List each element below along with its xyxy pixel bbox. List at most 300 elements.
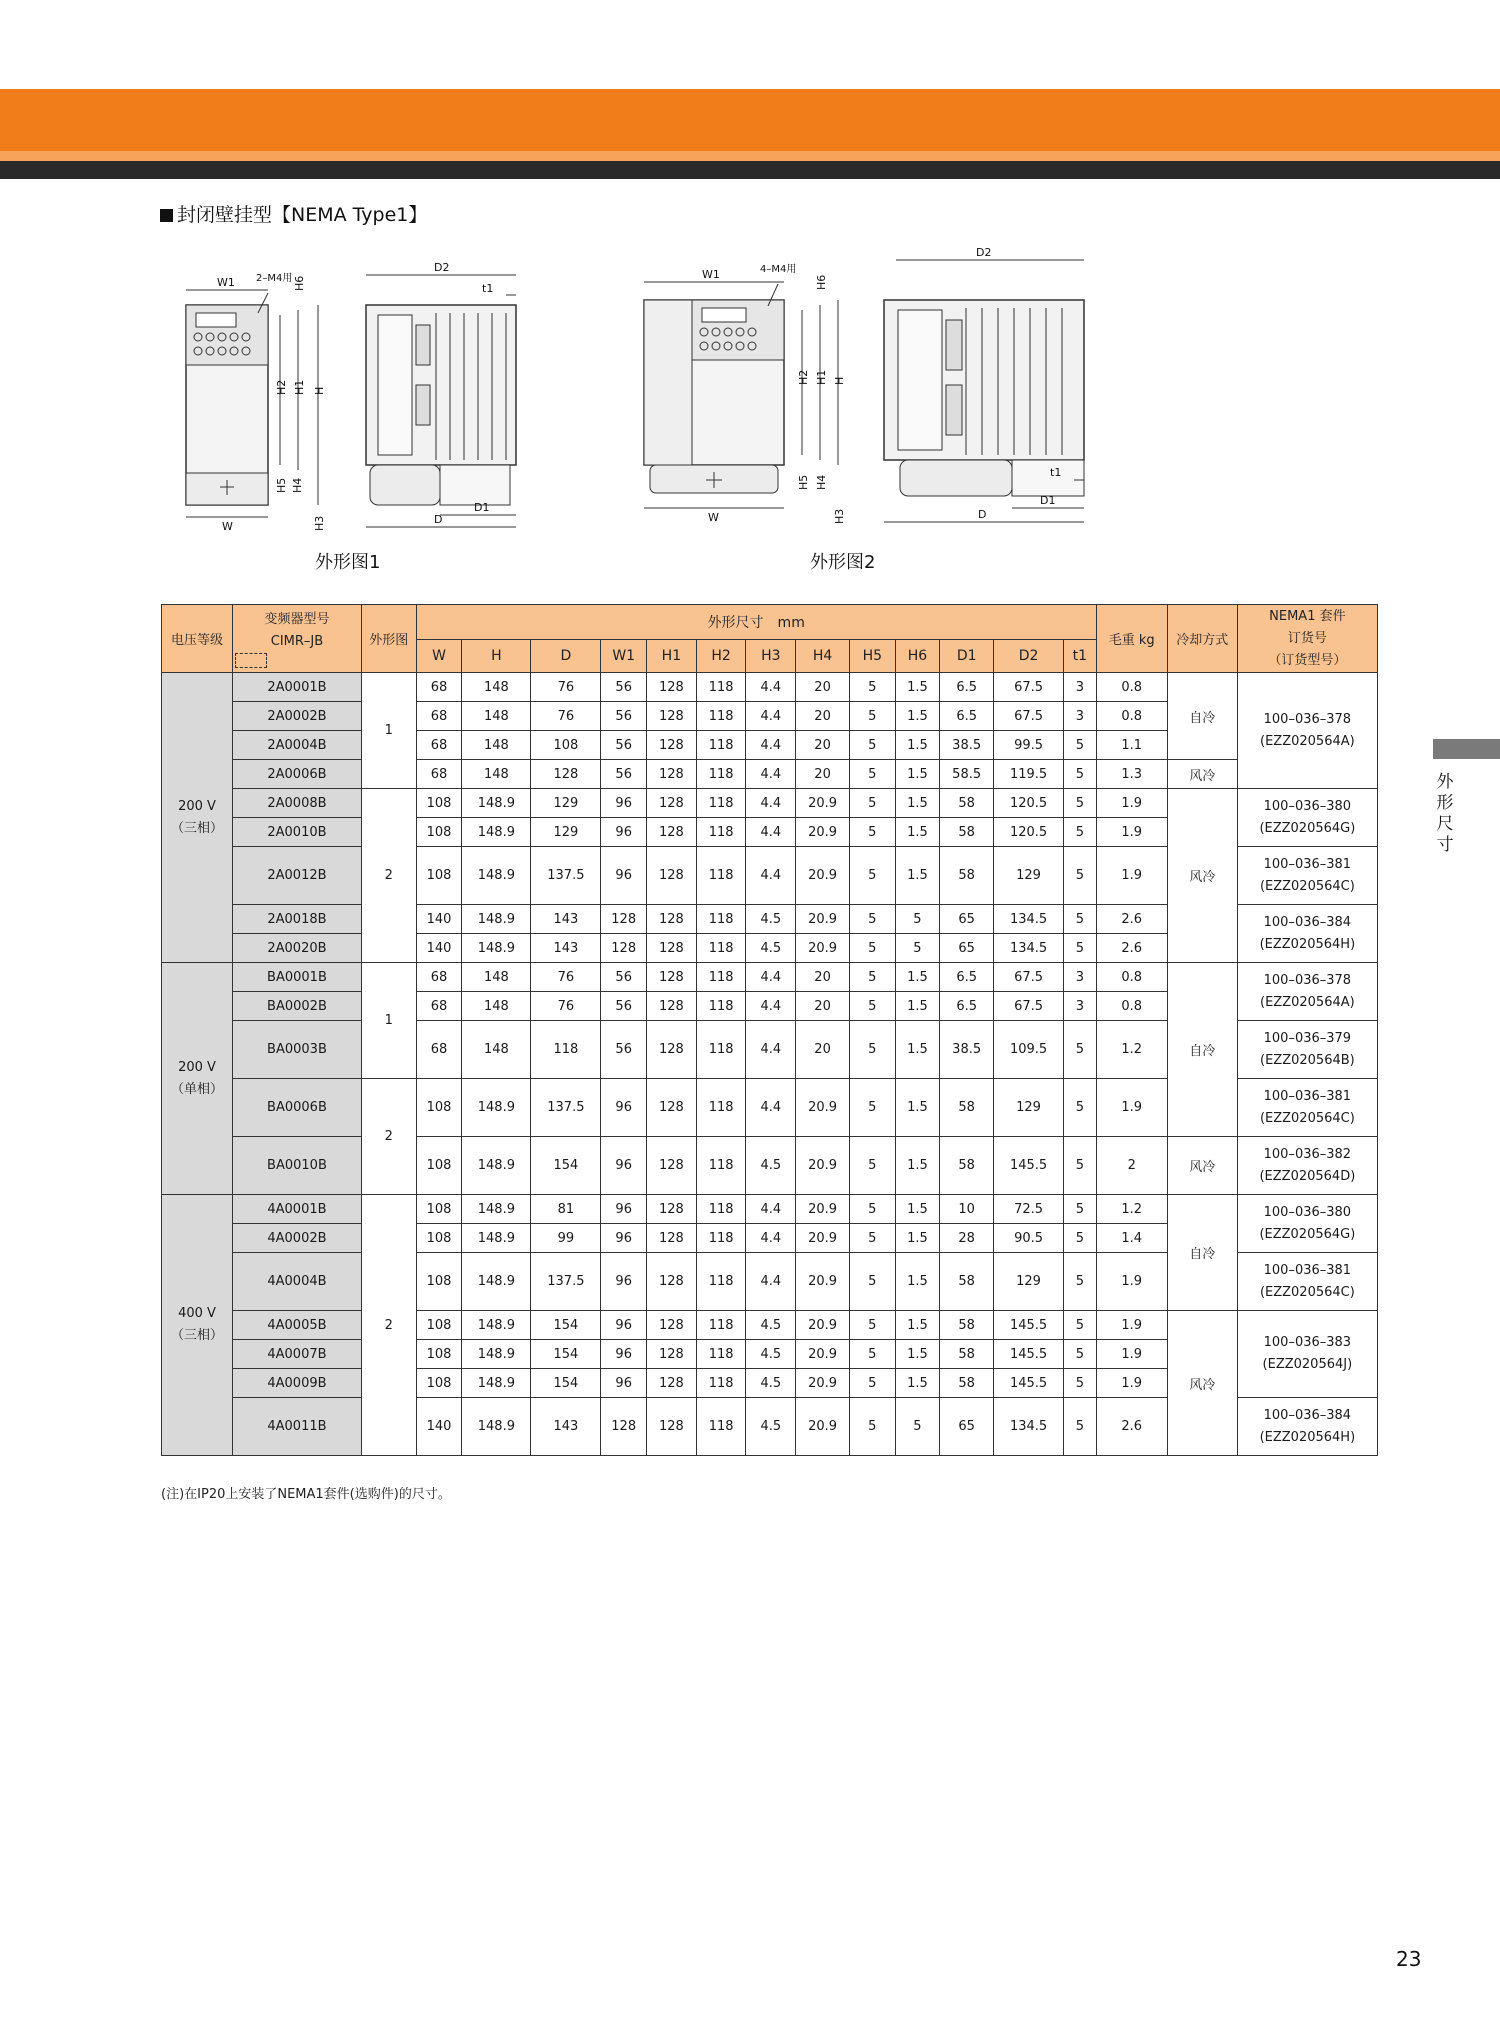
dim-cell: 20.9 — [796, 789, 850, 818]
dim-cell: 3 — [1064, 992, 1097, 1021]
col-h3: H3 — [746, 640, 796, 673]
dim-cell: 68 — [416, 702, 462, 731]
section-title: 封闭壁挂型【NEMA Type1】 — [160, 200, 427, 227]
dim-cell: 148 — [462, 702, 531, 731]
dim-cell: 148.9 — [462, 1369, 531, 1398]
kit-cell: 100–036–384 (EZZ020564H) — [1237, 905, 1377, 963]
dim-cell: 118 — [696, 1137, 746, 1195]
fig2-label-h2: H2 — [797, 369, 810, 385]
fig1-label-t1: t1 — [482, 282, 494, 295]
model-cell: 4A0001B — [233, 1195, 362, 1224]
weight-cell: 1.9 — [1096, 847, 1167, 905]
dim-cell: 129 — [531, 818, 601, 847]
model-cell: 2A0008B — [233, 789, 362, 818]
dim-cell: 108 — [416, 1311, 462, 1340]
col-h4: H4 — [796, 640, 850, 673]
dim-cell: 148.9 — [462, 1311, 531, 1340]
fig2-label-h5: H5 — [797, 474, 810, 490]
dim-cell: 128 — [647, 673, 697, 702]
col-h: H — [462, 640, 531, 673]
col-h2: H2 — [696, 640, 746, 673]
dim-cell: 148 — [462, 731, 531, 760]
dim-cell: 145.5 — [994, 1311, 1064, 1340]
model-cell: 2A0006B — [233, 760, 362, 789]
dim-cell: 5 — [1064, 1021, 1097, 1079]
model-cell: 4A0009B — [233, 1369, 362, 1398]
cooling-cell: 风冷 — [1167, 1137, 1237, 1195]
dim-cell: 118 — [696, 963, 746, 992]
dim-cell: 128 — [647, 992, 697, 1021]
header-band-light — [0, 151, 1500, 161]
dim-cell: 5 — [849, 1224, 895, 1253]
dim-cell: 4.5 — [746, 1137, 796, 1195]
dim-cell: 108 — [416, 1137, 462, 1195]
dim-cell: 38.5 — [940, 731, 994, 760]
dim-cell: 148 — [462, 963, 531, 992]
col-w: W — [416, 640, 462, 673]
fig1-label-h4: H4 — [291, 477, 304, 493]
dim-cell: 118 — [696, 760, 746, 789]
dim-cell: 128 — [647, 963, 697, 992]
dim-cell: 5 — [849, 934, 895, 963]
fig1-label-h3: H3 — [313, 515, 326, 531]
dim-cell: 5 — [895, 905, 940, 934]
dim-cell: 148.9 — [462, 1079, 531, 1137]
dim-cell: 120.5 — [994, 818, 1064, 847]
dim-cell: 128 — [531, 760, 601, 789]
model-cell: BA0001B — [233, 963, 362, 992]
fig1-label-h: H — [313, 386, 326, 395]
dim-cell: 134.5 — [994, 905, 1064, 934]
dim-cell: 96 — [601, 1079, 647, 1137]
dim-cell: 5 — [1064, 818, 1097, 847]
weight-cell: 2.6 — [1096, 1398, 1167, 1456]
dim-cell: 68 — [416, 963, 462, 992]
dim-cell: 1.5 — [895, 1311, 940, 1340]
header-band-dark — [0, 161, 1500, 179]
dim-cell: 1.5 — [895, 1137, 940, 1195]
model-cell: BA0010B — [233, 1137, 362, 1195]
dim-cell: 4.4 — [746, 847, 796, 905]
header-dimensions: 外形尺寸 mm — [416, 605, 1096, 640]
dim-cell: 148.9 — [462, 934, 531, 963]
weight-cell: 1.9 — [1096, 1369, 1167, 1398]
dim-cell: 1.5 — [895, 702, 940, 731]
dim-cell: 4.4 — [746, 1195, 796, 1224]
weight-cell: 0.8 — [1096, 963, 1167, 992]
table-row — [162, 789, 1378, 818]
dim-cell: 129 — [531, 789, 601, 818]
fig1-label-h1: H1 — [293, 379, 306, 395]
dim-cell: 65 — [940, 934, 994, 963]
dim-cell: 1.5 — [895, 1340, 940, 1369]
dim-cell: 118 — [696, 1195, 746, 1224]
dim-cell: 20.9 — [796, 1398, 850, 1456]
fig1-label-d2: D2 — [434, 261, 450, 274]
dim-cell: 134.5 — [994, 1398, 1064, 1456]
model-cell: 4A0002B — [233, 1224, 362, 1253]
dim-cell: 5 — [849, 905, 895, 934]
dim-cell: 5 — [1064, 847, 1097, 905]
dim-cell: 20.9 — [796, 1253, 850, 1311]
col-t1: t1 — [1064, 640, 1097, 673]
weight-cell: 1.2 — [1096, 1021, 1167, 1079]
model-cell: 2A0001B — [233, 673, 362, 702]
dim-cell: 76 — [531, 963, 601, 992]
dim-cell: 20 — [796, 963, 850, 992]
header-model: 变频器型号 CIMR–JB — [233, 605, 362, 673]
table-row — [162, 1137, 1378, 1195]
dim-cell: 3 — [1064, 673, 1097, 702]
dim-cell: 4.5 — [746, 1311, 796, 1340]
fig2-label-h1: H1 — [815, 369, 828, 385]
dim-cell: 118 — [696, 992, 746, 1021]
dim-cell: 140 — [416, 905, 462, 934]
outline-drawing-1 — [170, 255, 570, 535]
dim-cell: 5 — [849, 731, 895, 760]
dim-cell: 3 — [1064, 963, 1097, 992]
dim-cell: 5 — [849, 992, 895, 1021]
dim-cell: 20.9 — [796, 1369, 850, 1398]
dim-cell: 20 — [796, 731, 850, 760]
dim-cell: 4.4 — [746, 702, 796, 731]
dim-cell: 118 — [696, 1021, 746, 1079]
dim-cell: 118 — [696, 1369, 746, 1398]
dim-cell: 5 — [849, 847, 895, 905]
model-cell: 2A0018B — [233, 905, 362, 934]
dim-cell: 140 — [416, 934, 462, 963]
figure-cell: 2 — [361, 1079, 416, 1195]
figure-cell: 1 — [361, 673, 416, 789]
fig1-label-w: W — [222, 520, 233, 533]
weight-cell: 1.2 — [1096, 1195, 1167, 1224]
fig2-label-d1: D1 — [1040, 494, 1056, 507]
dim-cell: 5 — [849, 760, 895, 789]
cooling-cell: 风冷 — [1167, 1311, 1237, 1456]
dim-cell: 4.5 — [746, 1340, 796, 1369]
dim-cell: 148 — [462, 673, 531, 702]
weight-cell: 1.3 — [1096, 760, 1167, 789]
dim-cell: 148 — [462, 760, 531, 789]
figure-cell: 1 — [361, 963, 416, 1079]
col-d2: D2 — [994, 640, 1064, 673]
dim-cell: 140 — [416, 1398, 462, 1456]
figure-2-caption: 外形图2 — [810, 552, 876, 573]
dim-cell: 1.5 — [895, 1079, 940, 1137]
dim-cell: 145.5 — [994, 1369, 1064, 1398]
dim-cell: 128 — [647, 1195, 697, 1224]
dim-cell: 67.5 — [994, 702, 1064, 731]
dim-cell: 5 — [849, 1398, 895, 1456]
dim-cell: 143 — [531, 934, 601, 963]
kit-cell: 100–036–381 (EZZ020564C) — [1237, 847, 1377, 905]
header-figure: 外形图 — [361, 605, 416, 673]
model-placeholder-box — [235, 653, 267, 668]
fig2-label-h: H — [833, 376, 846, 385]
dim-cell: 5 — [895, 934, 940, 963]
dim-cell: 20.9 — [796, 1137, 850, 1195]
dim-cell: 58.5 — [940, 760, 994, 789]
dim-cell: 148.9 — [462, 1340, 531, 1369]
weight-cell: 2.6 — [1096, 905, 1167, 934]
model-cell: 4A0007B — [233, 1340, 362, 1369]
dim-cell: 58 — [940, 1253, 994, 1311]
dim-cell: 90.5 — [994, 1224, 1064, 1253]
kit-cell: 100–036–379 (EZZ020564B) — [1237, 1021, 1377, 1079]
dim-cell: 148.9 — [462, 1137, 531, 1195]
dim-cell: 58 — [940, 818, 994, 847]
dim-cell: 108 — [416, 818, 462, 847]
header-cooling: 冷却方式 — [1167, 605, 1237, 673]
dim-cell: 137.5 — [531, 847, 601, 905]
fig2-label-w1: W1 — [702, 268, 720, 281]
dim-cell: 129 — [994, 1079, 1064, 1137]
dim-cell: 128 — [601, 905, 647, 934]
dim-cell: 65 — [940, 1398, 994, 1456]
dim-cell: 6.5 — [940, 673, 994, 702]
col-h1: H1 — [647, 640, 697, 673]
dim-cell: 108 — [416, 1369, 462, 1398]
dim-cell: 154 — [531, 1137, 601, 1195]
cooling-cell: 自冷 — [1167, 673, 1237, 760]
outline-drawing-2 — [630, 240, 1100, 535]
dim-cell: 4.4 — [746, 1224, 796, 1253]
dim-cell: 134.5 — [994, 934, 1064, 963]
dim-cell: 5 — [849, 1340, 895, 1369]
fig1-label-d: D — [434, 513, 443, 526]
dim-cell: 56 — [601, 731, 647, 760]
dim-cell: 145.5 — [994, 1340, 1064, 1369]
dim-cell: 28 — [940, 1224, 994, 1253]
col-d1: D1 — [940, 640, 994, 673]
fig1-label-h2: H2 — [275, 379, 288, 395]
kit-cell: 100–036–383 (EZZ020564J) — [1237, 1311, 1377, 1398]
model-cell: BA0002B — [233, 992, 362, 1021]
dim-cell: 118 — [696, 1311, 746, 1340]
dim-cell: 5 — [1064, 1369, 1097, 1398]
voltage-group: 200 V （单相） — [162, 963, 233, 1195]
voltage-group: 400 V （三相） — [162, 1195, 233, 1456]
dim-cell: 99 — [531, 1224, 601, 1253]
col-d: D — [531, 640, 601, 673]
dim-cell: 38.5 — [940, 1021, 994, 1079]
figure-cell: 2 — [361, 789, 416, 963]
dim-cell: 5 — [849, 818, 895, 847]
cooling-cell: 自冷 — [1167, 963, 1237, 1137]
square-bullet-icon — [160, 209, 173, 222]
header-band-orange — [0, 89, 1500, 151]
dim-cell: 5 — [849, 1021, 895, 1079]
dim-cell: 5 — [895, 1398, 940, 1456]
kit-cell: 100–036–378 (EZZ020564A) — [1237, 673, 1377, 789]
dim-cell: 154 — [531, 1369, 601, 1398]
dim-cell: 145.5 — [994, 1137, 1064, 1195]
col-h5: H5 — [849, 640, 895, 673]
weight-cell: 1.1 — [1096, 731, 1167, 760]
dim-cell: 118 — [696, 1398, 746, 1456]
dim-cell: 6.5 — [940, 963, 994, 992]
dim-cell: 1.5 — [895, 1253, 940, 1311]
figure-1-caption: 外形图1 — [315, 552, 381, 573]
cooling-cell: 风冷 — [1167, 760, 1237, 789]
dim-cell: 1.5 — [895, 963, 940, 992]
kit-cell: 100–036–381 (EZZ020564C) — [1237, 1079, 1377, 1137]
dim-cell: 118 — [696, 731, 746, 760]
dim-cell: 5 — [849, 1253, 895, 1311]
dim-cell: 20.9 — [796, 934, 850, 963]
dim-cell: 118 — [696, 818, 746, 847]
dim-cell: 76 — [531, 702, 601, 731]
weight-cell: 2.6 — [1096, 934, 1167, 963]
fig1-label-d1: D1 — [474, 501, 490, 514]
fig2-label-d: D — [978, 508, 987, 521]
dim-cell: 68 — [416, 760, 462, 789]
table-row — [162, 673, 1378, 702]
dim-cell: 56 — [601, 1021, 647, 1079]
dim-cell: 56 — [601, 992, 647, 1021]
dim-cell: 118 — [696, 702, 746, 731]
dim-cell: 108 — [416, 1195, 462, 1224]
dim-cell: 5 — [1064, 1079, 1097, 1137]
dim-cell: 5 — [1064, 760, 1097, 789]
dim-cell: 1.5 — [895, 818, 940, 847]
weight-cell: 1.9 — [1096, 1340, 1167, 1369]
dim-cell: 20 — [796, 992, 850, 1021]
dim-cell: 4.4 — [746, 731, 796, 760]
weight-cell: 0.8 — [1096, 673, 1167, 702]
dim-cell: 128 — [601, 1398, 647, 1456]
dim-cell: 68 — [416, 731, 462, 760]
dim-cell: 128 — [647, 1369, 697, 1398]
dim-cell: 5 — [849, 1311, 895, 1340]
col-w1: W1 — [601, 640, 647, 673]
dim-cell: 4.5 — [746, 905, 796, 934]
dim-cell: 1.5 — [895, 760, 940, 789]
dim-cell: 128 — [647, 1398, 697, 1456]
dim-cell: 96 — [601, 818, 647, 847]
dim-cell: 4.4 — [746, 789, 796, 818]
dim-cell: 5 — [849, 1195, 895, 1224]
dimension-table — [161, 604, 1378, 1456]
dim-cell: 118 — [696, 789, 746, 818]
dim-cell: 56 — [601, 673, 647, 702]
dim-cell: 118 — [696, 1253, 746, 1311]
dim-cell: 128 — [647, 760, 697, 789]
model-cell: 4A0005B — [233, 1311, 362, 1340]
dim-cell: 4.4 — [746, 760, 796, 789]
fig2-label-h3: H3 — [833, 508, 846, 524]
dim-cell: 108 — [416, 1224, 462, 1253]
dim-cell: 108 — [416, 789, 462, 818]
model-cell: BA0006B — [233, 1079, 362, 1137]
dim-cell: 96 — [601, 847, 647, 905]
kit-cell: 100–036–384 (EZZ020564H) — [1237, 1398, 1377, 1456]
dim-cell: 58 — [940, 789, 994, 818]
dim-cell: 128 — [647, 1079, 697, 1137]
dim-cell: 1.5 — [895, 1369, 940, 1398]
dim-cell: 68 — [416, 992, 462, 1021]
dim-cell: 4.4 — [746, 1079, 796, 1137]
dim-cell: 148.9 — [462, 1224, 531, 1253]
model-cell: 2A0012B — [233, 847, 362, 905]
dim-cell: 148.9 — [462, 1195, 531, 1224]
cooling-cell: 风冷 — [1167, 789, 1237, 963]
dim-cell: 67.5 — [994, 673, 1064, 702]
dim-cell: 67.5 — [994, 963, 1064, 992]
dim-cell: 148.9 — [462, 818, 531, 847]
dim-cell: 20.9 — [796, 1079, 850, 1137]
dim-cell: 129 — [994, 1253, 1064, 1311]
weight-cell: 1.9 — [1096, 1311, 1167, 1340]
side-tab-label: 外 形 尺 寸 — [1436, 772, 1454, 855]
weight-cell: 1.9 — [1096, 818, 1167, 847]
dim-cell: 118 — [696, 1079, 746, 1137]
dim-cell: 129 — [994, 847, 1064, 905]
figure-cell: 2 — [361, 1195, 416, 1456]
dim-cell: 148.9 — [462, 1398, 531, 1456]
model-cell: 2A0002B — [233, 702, 362, 731]
fig2-label-m4: 4–M4用 — [760, 264, 797, 275]
dim-cell: 56 — [601, 963, 647, 992]
dim-cell: 20 — [796, 760, 850, 789]
dim-cell: 128 — [647, 702, 697, 731]
dim-cell: 4.4 — [746, 992, 796, 1021]
dim-cell: 118 — [696, 1340, 746, 1369]
dim-cell: 5 — [849, 1079, 895, 1137]
dim-cell: 20.9 — [796, 1311, 850, 1340]
kit-cell: 100–036–378 (EZZ020564A) — [1237, 963, 1377, 1021]
dim-cell: 137.5 — [531, 1253, 601, 1311]
dim-cell: 1.5 — [895, 673, 940, 702]
dim-cell: 81 — [531, 1195, 601, 1224]
side-tab-marker — [1433, 739, 1500, 759]
model-cell: 2A0020B — [233, 934, 362, 963]
dim-cell: 1.5 — [895, 847, 940, 905]
dim-cell: 4.4 — [746, 963, 796, 992]
dim-cell: 20.9 — [796, 1195, 850, 1224]
fig1-label-h6: H6 — [293, 275, 306, 291]
dim-cell: 76 — [531, 673, 601, 702]
dim-cell: 56 — [601, 702, 647, 731]
kit-cell: 100–036–382 (EZZ020564D) — [1237, 1137, 1377, 1195]
dim-cell: 72.5 — [994, 1195, 1064, 1224]
dim-cell: 4.4 — [746, 1253, 796, 1311]
dim-cell: 4.4 — [746, 818, 796, 847]
dim-cell: 128 — [647, 1224, 697, 1253]
fig2-label-d2: D2 — [976, 246, 992, 259]
dim-cell: 20.9 — [796, 1224, 850, 1253]
weight-cell: 1.9 — [1096, 1079, 1167, 1137]
weight-cell: 0.8 — [1096, 702, 1167, 731]
dim-cell: 118 — [696, 1224, 746, 1253]
dim-cell: 58 — [940, 1311, 994, 1340]
dim-cell: 6.5 — [940, 702, 994, 731]
dim-cell: 5 — [1064, 1224, 1097, 1253]
dim-cell: 119.5 — [994, 760, 1064, 789]
dim-cell: 3 — [1064, 702, 1097, 731]
dim-cell: 148.9 — [462, 905, 531, 934]
weight-cell: 1.9 — [1096, 789, 1167, 818]
dim-cell: 20 — [796, 702, 850, 731]
dim-cell: 109.5 — [994, 1021, 1064, 1079]
dim-cell: 5 — [1064, 1253, 1097, 1311]
model-cell: BA0003B — [233, 1021, 362, 1079]
fig2-label-t1: t1 — [1050, 466, 1062, 479]
dim-cell: 128 — [647, 1253, 697, 1311]
table-row — [162, 963, 1378, 992]
dim-cell: 5 — [1064, 1195, 1097, 1224]
table-row — [162, 760, 1378, 789]
